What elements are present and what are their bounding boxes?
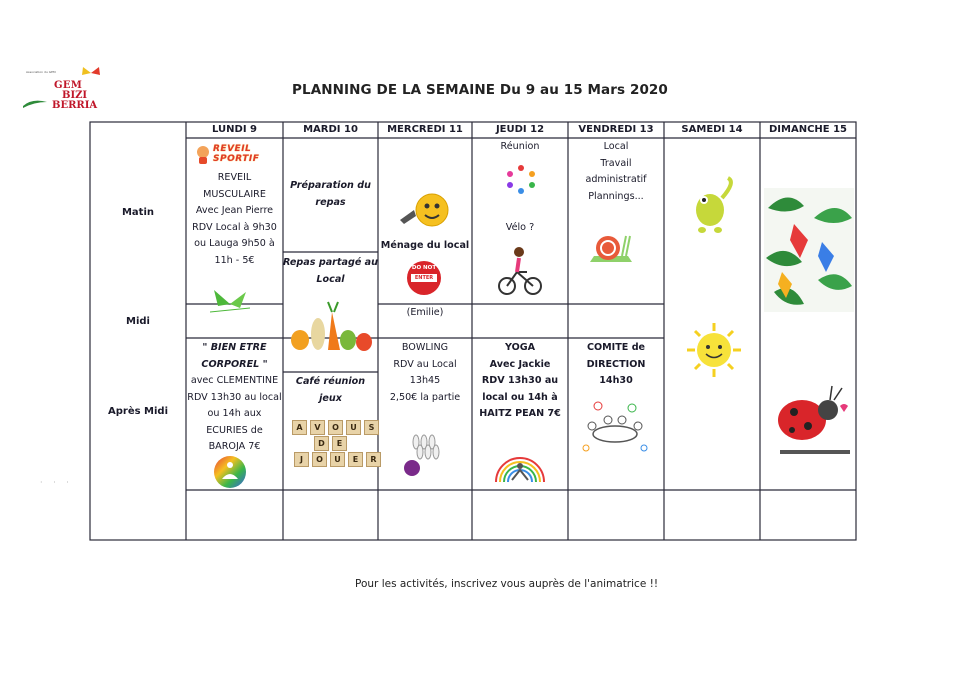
footer-note: Pour les activités, inscrivez vous auprès de l'animatrice !! — [355, 578, 659, 590]
lundi-matin-line: ou Lauga 9h50 à — [194, 238, 275, 249]
tiles-row-2 — [314, 436, 347, 451]
mardi-midi — [283, 255, 378, 288]
letter-tile: U — [346, 420, 361, 435]
vendredi-matin-line: Travail — [600, 157, 632, 169]
vendredi-am-line: 14h30 — [599, 375, 633, 386]
mardi-midi-line: Repas partagé au — [283, 257, 378, 268]
letter-tile: E — [348, 452, 363, 467]
meditation-icon — [213, 455, 247, 489]
mercredi-midi: (Emilie) — [406, 307, 444, 318]
tiles-row-3 — [294, 452, 381, 467]
letter-tile: D — [314, 436, 329, 451]
header-vendredi: VENDREDI 13 — [578, 124, 654, 135]
cleaning-emoji-icon — [398, 190, 454, 232]
letter-tile: S — [364, 420, 379, 435]
logo-small-text: Association du GEM — [26, 70, 56, 74]
logo-line3: BERRIA — [52, 100, 98, 111]
row-label-apres-midi: Après Midi — [107, 406, 168, 417]
butterfly-icon — [210, 288, 250, 314]
letter-tile: O — [328, 420, 343, 435]
mercredi-am-line: 2,50€ la partie — [389, 391, 461, 403]
mercredi-apres-midi — [378, 340, 472, 406]
header-lundi: LUNDI 9 — [212, 124, 257, 135]
lundi-matin — [186, 170, 283, 269]
vendredi-am-line: COMITE de — [586, 342, 646, 353]
bowling-icon — [398, 432, 450, 478]
lundi-am-line: " BIEN ETRE — [202, 342, 267, 353]
page-title: PLANNING DE LA SEMAINE Du 9 au 15 Mars 2020 — [292, 82, 668, 98]
header-jeudi: JEUDI 12 — [495, 124, 545, 135]
meeting-table-icon — [578, 400, 652, 456]
meeting-circle-icon — [505, 164, 537, 194]
vendredi-am-line: DIRECTION — [586, 358, 646, 370]
header-mardi: MARDI 10 — [303, 124, 358, 135]
jeudi-am-line: Avec Jackie — [489, 358, 551, 370]
mercredi-am-line: RDV au Local — [393, 358, 457, 370]
no-entry-sign-icon — [407, 261, 441, 295]
row-label-midi: Midi — [126, 316, 150, 327]
jeudi-am-line: YOGA — [504, 342, 536, 353]
header-mercredi: MERCREDI 11 — [387, 124, 463, 135]
badge-text: REVEIL SPORTIF — [213, 144, 260, 164]
mascot-icon — [195, 145, 211, 165]
sign-text-1: DO NOT — [411, 265, 437, 271]
sun-icon — [686, 322, 742, 378]
mercredi-am-line: 13h45 — [409, 375, 441, 386]
jeudi-am-line: RDV 13h30 au — [481, 375, 559, 386]
vegetables-icon — [288, 300, 374, 356]
jeudi-matin-reunion: Réunion — [500, 141, 540, 152]
jeudi-am-line: local ou 14h à — [482, 391, 558, 403]
bicycle-icon — [497, 244, 543, 296]
reveil-sportif-badge — [195, 143, 277, 167]
mardi-matin-line: repas — [315, 196, 346, 208]
row-label-matin: Matin — [121, 207, 155, 218]
letter-tile: E — [332, 436, 347, 451]
vendredi-matin-line: Local — [603, 141, 629, 152]
lundi-matin-line: RDV Local à 9h30 — [192, 221, 277, 233]
logo-line2: BIZI — [62, 90, 88, 101]
letter-tile: A — [292, 420, 307, 435]
letter-tile: R — [366, 452, 381, 467]
header-samedi: SAMEDI 14 — [681, 124, 743, 135]
lundi-am-line: ou 14h aux — [207, 408, 262, 419]
mardi-apres-midi: Café réunion jeux — [295, 376, 366, 404]
lundi-am-line: ECURIES de — [206, 424, 263, 436]
lundi-am-line: BAROJA 7€ — [208, 441, 261, 452]
letter-tile: J — [294, 452, 309, 467]
letter-tile: O — [312, 452, 327, 467]
lundi-apres-midi — [186, 340, 283, 456]
snail-icon — [588, 230, 634, 266]
tropical-birds-icon — [764, 188, 854, 312]
lundi-matin-line: 11h - 5€ — [214, 254, 255, 266]
letter-tile: V — [310, 420, 325, 435]
mardi-midi-line: Local — [316, 273, 345, 285]
mercredi-am-line: BOWLING — [401, 342, 449, 353]
tiles-row-1 — [292, 420, 379, 435]
lundi-matin-line: Avec Jean Pierre — [195, 205, 274, 216]
letter-tile: U — [330, 452, 345, 467]
header-dimanche: DIMANCHE 15 — [768, 124, 848, 135]
vendredi-matin-line: Plannings... — [588, 190, 644, 202]
mardi-matin-line: Préparation du — [290, 180, 371, 191]
lundi-am-line: RDV 13h30 au local — [187, 391, 282, 403]
yoga-rainbow-icon — [492, 452, 548, 484]
logo-line1: GEM — [54, 80, 83, 91]
lundi-matin-line: REVEIL — [217, 172, 252, 183]
mardi-matin — [283, 178, 378, 211]
ladybug-icon — [772, 382, 852, 458]
jeudi-matin-velo: Vélo ? — [505, 222, 535, 233]
scan-artifacts: · · · — [40, 478, 73, 487]
jeudi-apres-midi — [472, 340, 568, 423]
vendredi-matin — [568, 139, 664, 205]
frog-icon — [692, 176, 738, 238]
vendredi-apres-midi — [568, 340, 664, 390]
vendredi-matin-line: administratif — [585, 174, 647, 185]
lundi-am-line: avec CLEMENTINE — [190, 375, 279, 386]
mercredi-matin: Ménage du local — [380, 240, 470, 251]
sign-text-2: ENTER — [414, 275, 434, 281]
lundi-matin-line: MUSCULAIRE — [203, 188, 266, 200]
jeudi-am-line: HAITZ PEAN 7€ — [479, 408, 561, 419]
lundi-am-line: CORPOREL " — [201, 358, 268, 370]
